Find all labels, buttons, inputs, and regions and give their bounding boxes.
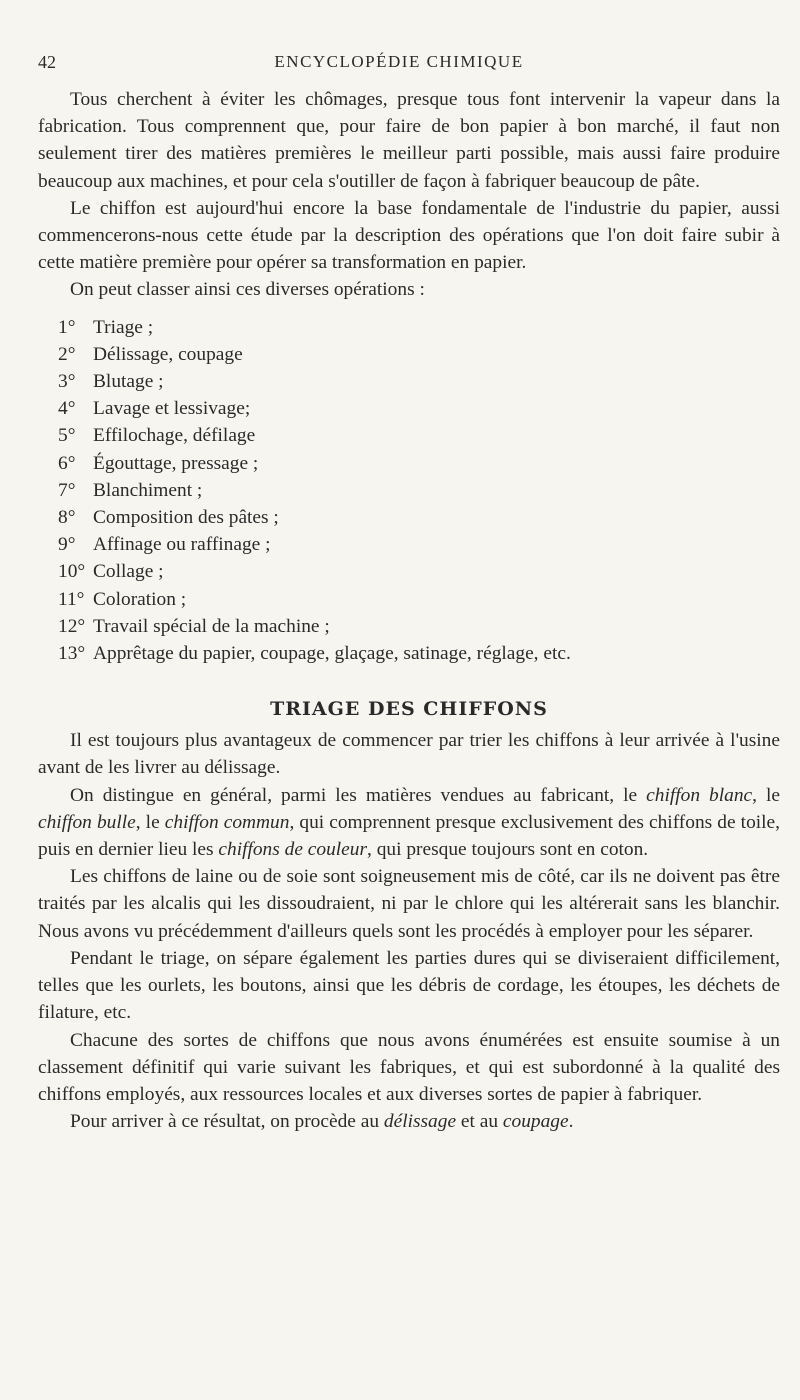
italic-term: délissage xyxy=(383,1111,457,1133)
list-text: Lavage et lessivage; xyxy=(93,398,251,420)
list-item xyxy=(58,395,780,422)
list-item xyxy=(58,314,780,341)
list-text: Égouttage, pressage ; xyxy=(93,452,259,474)
italic-term: chiffon bulle xyxy=(38,811,136,833)
paragraph: Le chiffon est aujourd'hui encore la base fondamentale de l'industrie du papier, aussi commencerons-nous cette étude par la description des opérations que l'on doit faire subir à cette matière première pour opérer sa transformation en papier. xyxy=(38,197,780,274)
list-item xyxy=(58,558,780,585)
paragraph xyxy=(38,782,780,864)
text-run: , le xyxy=(752,784,780,806)
italic-term: chiffon blanc xyxy=(646,784,753,806)
section-title: TRIAGE DES CHIFFONS xyxy=(270,698,548,721)
list-number: 10° xyxy=(58,561,86,583)
list-text: Composition des pâtes ; xyxy=(93,507,279,529)
text-run: et au xyxy=(456,1111,503,1133)
text-run: . xyxy=(568,1111,574,1133)
list-text: Apprêtage du papier, coupage, glaçage, satinage, réglage, etc. xyxy=(93,643,571,665)
list-item xyxy=(58,504,780,531)
text-run: Pour arriver à ce résultat, on procède au xyxy=(70,1111,384,1133)
list-item xyxy=(58,368,780,395)
list-number: 7° xyxy=(58,479,76,501)
text-run: , qui presque toujours sont en coton. xyxy=(367,839,649,861)
list-number: 11° xyxy=(58,588,85,610)
list-number: 6° xyxy=(58,452,76,474)
text-run: On distingue en général, parmi les matières vendues au fabricant, le xyxy=(70,784,647,806)
list-item xyxy=(58,613,780,640)
paragraph: Tous cherchent à éviter les chômages, presque tous font intervenir la vapeur dans la fabrication. Tous comprennent que, pour faire de bon papier à bon marché, il faut non seulement tirer des matières premières le meilleur parti possible, mais aussi faire produire beaucoup aux machines, et pour cela s'outiller de façon à fabriquer beaucoup de pâte. xyxy=(38,89,780,192)
list-number: 5° xyxy=(58,425,76,447)
list-number: 12° xyxy=(58,615,86,637)
page-header xyxy=(38,52,760,82)
italic-term: coupage xyxy=(502,1111,569,1133)
list-number: 4° xyxy=(58,398,76,420)
list-item xyxy=(58,640,780,667)
list-text: Effilochage, défilage xyxy=(93,425,256,447)
list-number: 1° xyxy=(58,316,76,338)
list-item xyxy=(58,477,780,504)
text-run: , le xyxy=(135,811,165,833)
paragraph: Les chiffons de laine ou de soie sont soigneusement mis de côté, car ils ne doivent pas être traités par les alcalis qui les dissoudraient, ni par le chlore qui les altérerait sans les blanchir. Nous avons vu précédemment d'ailleurs quels sont les procédés à employer pour les séparer. xyxy=(38,866,780,942)
body-text xyxy=(38,86,780,1135)
italic-term: chiffon commun xyxy=(164,811,290,833)
paragraph: Pendant le triage, on sépare également les parties dures qui se diviseraient difficilement, telles que les ourlets, les boutons, ainsi que les débris de cordage, les étoupes, les déchets de filature, etc. xyxy=(38,947,780,1024)
list-text: Coloration ; xyxy=(93,588,187,610)
list-text: Blutage ; xyxy=(93,371,164,393)
list-text: Travail spécial de la machine ; xyxy=(93,615,330,637)
list-text: Blanchiment ; xyxy=(93,479,203,501)
list-text: Affinage ou raffinage ; xyxy=(93,534,271,556)
paragraph: On peut classer ainsi ces diverses opérations : xyxy=(70,279,425,301)
list-number: 13° xyxy=(58,643,86,665)
list-text: Délissage, coupage xyxy=(93,343,243,365)
list-text: Triage ; xyxy=(93,316,154,338)
paragraph: Chacune des sortes de chiffons que nous avons énumérées est ensuite soumise à un classement définitif qui varie suivant les fabriques, et qui est subordonné à la qualité des chiffons employés, aux ressources locales et aux diverses sortes de papier à fabriquer. xyxy=(38,1029,780,1105)
list-number: 3° xyxy=(58,371,76,393)
italic-term: chiffons de couleur xyxy=(218,839,368,861)
list-item xyxy=(58,341,780,368)
paragraph: Il est toujours plus avantageux de commencer par trier les chiffons à leur arrivée à l'usine avant de les livrer au délissage. xyxy=(38,730,780,779)
paragraph xyxy=(38,1108,780,1135)
text-run: , qui comprennent presque exclusivement des chiffons de toile, puis en dernier lieu les xyxy=(38,811,780,861)
list-number: 8° xyxy=(58,507,76,529)
list-item xyxy=(58,586,780,613)
list-item xyxy=(58,531,780,558)
page-number: 42 xyxy=(38,52,56,72)
list-number: 2° xyxy=(58,343,76,365)
list-item xyxy=(58,450,780,477)
list-number: 9° xyxy=(58,534,76,556)
running-head: ENCYCLOPÉDIE CHIMIQUE xyxy=(274,52,524,71)
operations-list xyxy=(38,314,780,668)
list-item xyxy=(58,422,780,449)
list-text: Collage ; xyxy=(93,561,164,583)
